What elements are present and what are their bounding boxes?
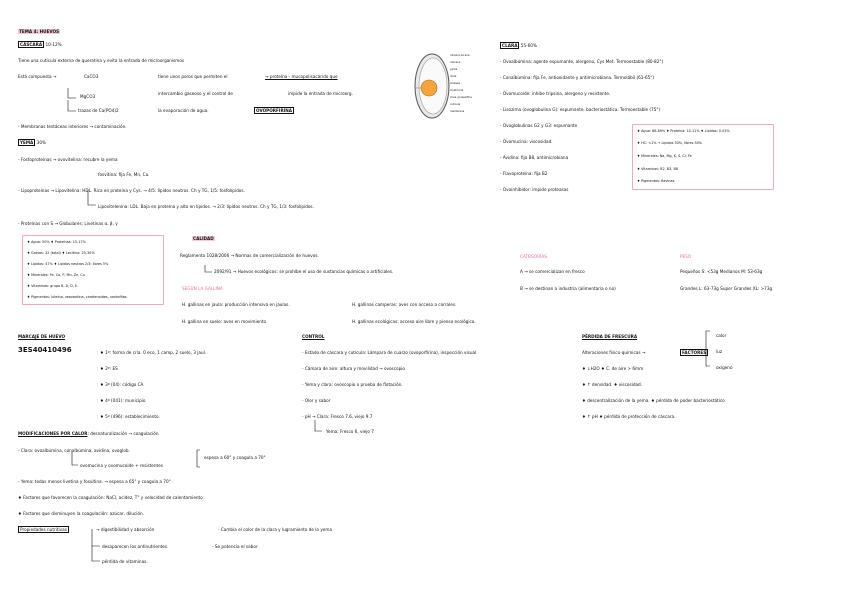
egg-label: membrana <box>450 110 465 113</box>
propiedad-1b: - Cambia el color de la clara y lugramiento de la yema <box>218 527 333 532</box>
propiedad-3: pérdida de vitaminas. <box>102 559 148 564</box>
categoria-b: B → se destinan a industria (alimentaria o no) <box>520 286 616 291</box>
egg-diagram-labels <box>450 54 500 124</box>
clara-item: - Ovomucina: viscosidad. <box>500 139 553 144</box>
egg-diagram <box>410 52 450 120</box>
marcaje-item: ♦ 1º: forma de cría. 0 eco, 1 camp, 2 suelo, 3 jaul. <box>100 350 207 355</box>
egg-label: clara <box>450 75 457 78</box>
egg-label: chalaza <box>450 82 460 85</box>
egg-label: cáscara <box>450 61 461 64</box>
clara-item: - Ovoalbúmina: agente espumante, alergeno, Cys Met. Termoestable (80-82°) <box>500 59 664 64</box>
propiedad-2b: - Se potencia el sabor <box>212 544 258 549</box>
factor-oxigeno: oxígeno <box>716 365 733 370</box>
yema-proteinas-s: - Proteínas con S → Globulares: Livetinas α, β, γ <box>18 221 118 226</box>
cascara-proteina: → proteína - mucopolisacárido que <box>265 74 338 79</box>
clara-item: - Conalbúmina: fija Fe, antioxidante y antimicrobiana. Termolábil (61-65°) <box>500 75 654 80</box>
clara-heading <box>500 43 537 48</box>
marcaje-item: ♦ 5º (496): establecimiento. <box>100 414 160 419</box>
gallina-ecologica: H. gallinas ecológicas: acceso aire libre y pienso ecológico. <box>352 319 476 324</box>
marcaje-code: 3ES40410496 <box>18 346 72 354</box>
peso-header: PESO <box>680 254 692 259</box>
page-title: TEMA 4: HUEVOS <box>19 29 60 34</box>
peso-line-1: Pequeños S: <53g Medianos M: 53-63g <box>680 269 763 274</box>
clara-panel-line: ♦ Agua: 88-89% ♦ Proteína: 10-11% ♦ Lípidos: 0.03% <box>637 129 730 133</box>
calidad-reglamento-1: Reglamento 1028/2006 → Normas de comercialización de huevos. <box>180 253 319 258</box>
yema-panel-line: ♦ Grasas: 32 (total) ♦ Lecitina: 25-30% <box>27 251 95 255</box>
cascara-heading <box>18 42 62 47</box>
propiedades-nutritivas: Propiedades nutritivas <box>20 527 67 532</box>
gallina-suelo: H. gallina en suelo: aves en movimiento <box>182 319 267 324</box>
yema-composition-panel <box>22 235 164 305</box>
yema-panel-line: ♦ Vitaminas: grupo B, A, D, E. <box>27 284 79 288</box>
propiedad-1: → digestibilidad y absorción <box>96 527 155 532</box>
propiedad-2: desaparecen los antinutrientes. <box>102 544 169 549</box>
perdida-item: ♦ descentralización de la yema. ♦ pérdida de poder bacteriostático <box>582 398 725 403</box>
yema-pct: 30% <box>36 140 46 145</box>
control-item: - Estado de cáscara y cutícula: Lámpara de cuarzo (ovoporfirina), inspección visual <box>302 350 477 355</box>
yema-panel-line: ♦ Lípidos: 47% ♦ Lípidos neutros 2/3; libres 5% <box>27 262 109 266</box>
cascara-pct: 10-12% <box>45 42 62 47</box>
cascara-trazas: trazas de Ca(PO4)2 <box>78 108 119 113</box>
categorias-header: CATEGORÍAS <box>520 254 547 259</box>
cascara-header: CÁSCARA <box>20 42 43 47</box>
control-item: - Olor y sabor <box>302 398 331 403</box>
perdida-item: ♦ ↑ pH ♦ pérdida de protección de cáscara. <box>582 414 676 419</box>
modificaciones-subtitle: : desnaturalización → coagulación <box>87 431 159 436</box>
yema-fosfoproteinas: - Fosfoproteínas → ovovitelina: recubre la yema <box>18 157 118 162</box>
cascara-evaporacion: la evaporación de agua. <box>158 108 209 113</box>
modificaciones-heading <box>18 431 159 436</box>
gallina-jaula: H. gallinas en jaula: producción intensiva en jaulas. <box>182 302 290 307</box>
ovoporfirina-label: OVOPORFIRINA <box>256 108 292 113</box>
yema-lipovitelenina: Lipovitelenina: LDL. Baja en proteína y alta en lípidos. → 2/3: lípidos neutros. Ch y TG, 1/3: fosfolípidos. <box>98 204 314 209</box>
clara-panel-line: ♦ HC: <1% → Lípidos 50%, libres 50% <box>637 141 702 145</box>
control-item: Yema: Fresco 6, viejo 7 <box>326 429 374 434</box>
gallina-campera: H. gallinas camperas: aves con acceso a corrales. <box>352 302 457 307</box>
modificaciones-factores-1: ♦ Factores que favorecen la coagulación: NaCl, acidez, T° y velocidad de calentamiento <box>18 495 203 500</box>
cascara-membranas: - Membranas testáceas interiores → contaminación. <box>18 124 127 129</box>
yema-panel-line: ♦ Agua: 50% ♦ Proteínas: 15-17% <box>27 240 86 244</box>
calidad-reglamento-2: 2092/91 → Huevos ecológicos: se prohíbe el uso de sustancias químicas o artificiales. <box>214 269 394 274</box>
yema-fosvitina: fosvitina: fija Fe, Mn, Ca. <box>98 172 150 177</box>
cascara-poros: tiene unos poros que permiten el <box>158 74 228 79</box>
cascara-line-1: Tiene una cutícula externa de queratina y evita la entrada de microorganismos <box>18 58 185 63</box>
clara-item: - Ovoglobulinas G2 y G3: espumante <box>500 123 578 128</box>
egg-cross-section-image <box>410 52 450 120</box>
marcaje-item: ♦ 2º: ES <box>100 366 118 371</box>
egg-label: clara gruesa/fina <box>450 96 472 99</box>
yema-header: YEMA <box>20 140 34 145</box>
calidad-header: CALIDAD <box>193 236 214 241</box>
control-item: - pH → Clara: Fresco 7.6, viejo 9.7 <box>302 414 373 419</box>
clara-panel-line: ♦ Vitaminas: B2, B3, B8 <box>637 167 678 171</box>
factor-calor: calor <box>716 333 727 338</box>
clara-item: - Avidina: fija B8, antimicrobiana <box>500 155 569 160</box>
clara-item: - Ovomucoide: inhibe tripsina, alergeno y resistente. <box>500 91 611 96</box>
cascara-intercambio: intercambio gaseoso y el control de <box>158 91 233 96</box>
modificaciones-factores-2: ♦ Factores que disminuyen la coagulación: azúcar, dilución. <box>18 511 144 516</box>
cascara-compuesta: Está compuesta → <box>18 74 57 79</box>
perdida-factores: FACTORES <box>682 350 707 355</box>
perdida-item: ♦ ↓H2O ♦ C. de aire > 6mm <box>582 366 644 371</box>
modificaciones-header: MODIFICACIONES POR CALOR <box>18 431 88 436</box>
segun-gallina-header: SEGÚN LA GALLINA <box>182 286 223 291</box>
egg-label: yema <box>450 68 458 71</box>
egg-label: cámara de aire <box>450 54 470 57</box>
yema-lipoproteinas: - Lipoproteínas → Lipovitelina: HDL. Rica en proteína y Cys. → 4/5: lípidos neutros. Ch y TG, 1/5: fosfolípidos. <box>18 188 245 193</box>
factor-luz: luz <box>716 349 723 354</box>
modificaciones-clara: - Clara: ovoalbúmina, conalbúmina, avidina, ovoglob. <box>18 448 130 453</box>
perdida-alteraciones: Alteraciones físico-químicas → <box>582 350 646 355</box>
categoria-a: A → se comercializan en fresco <box>520 269 585 274</box>
marcaje-header: MARCAJE DE HUEVO <box>18 334 66 339</box>
cascara-impide: impide la entrada de microorg. <box>288 91 353 96</box>
cascara-mgco3: MgCO3 <box>80 94 96 99</box>
egg-label: cicatrícula <box>450 89 464 92</box>
modificaciones-clara-2: ovomucina y ovomucoide + resistentes <box>80 463 163 468</box>
control-item: - Cámara de aire: altura y movilidad → ovoscopio <box>302 366 405 371</box>
perdida-item: ♦ ↑ densidad. ♦ viscosidad. <box>582 382 643 387</box>
clara-composition-panel <box>632 124 774 190</box>
control-item: - Yema y clara: ovoscopio o prueba de flotación. <box>302 382 403 387</box>
yema-panel-line: ♦ Minerales: Fe, Ca, P, Mn, Zn, Cu <box>27 273 85 277</box>
peso-line-2: Grandes L: 63-73g Super Grandes XL: >73g <box>680 286 773 291</box>
marcaje-item: ♦ 3º (04): código CA <box>100 382 144 387</box>
control-header: CONTROL <box>302 334 325 339</box>
modificaciones-espesa: espesa a 60° y coagula a 70° <box>204 455 266 460</box>
clara-panel-line: ♦ Minerales: Na, Mg, K, S, Cl, Fe <box>637 154 692 158</box>
yema-panel-line: ♦ Pigmentos: luteína, zeaxantina, carotenoides, xantofilas. <box>27 295 128 299</box>
clara-pct: 55-60% <box>520 43 537 48</box>
egg-label: cutícula <box>450 103 461 106</box>
marcaje-item: ♦ 4º (041): municipio <box>100 398 146 403</box>
perdida-header: PÉRDIDA DE FRESCURA <box>582 334 638 339</box>
clara-item: - Flavoproteína: fija B2 <box>500 171 548 176</box>
clara-item: - Ovoinhibidor: impide proteasas <box>500 187 569 192</box>
clara-item: - Lisozima (ovoglobulina G): espumante, bacteriostática. Termoestable (75°) <box>500 107 661 112</box>
cascara-caco3: CaCO3 <box>84 74 99 79</box>
clara-panel-line: ♦ Pigmentos: flavinas. <box>637 179 676 183</box>
yema-heading <box>18 140 46 145</box>
modificaciones-yema: - Yema: todas menos livetina y fosvitina. → espesa a 65° y coagula a 70° <box>18 479 171 484</box>
clara-header: CLARA <box>502 43 518 48</box>
